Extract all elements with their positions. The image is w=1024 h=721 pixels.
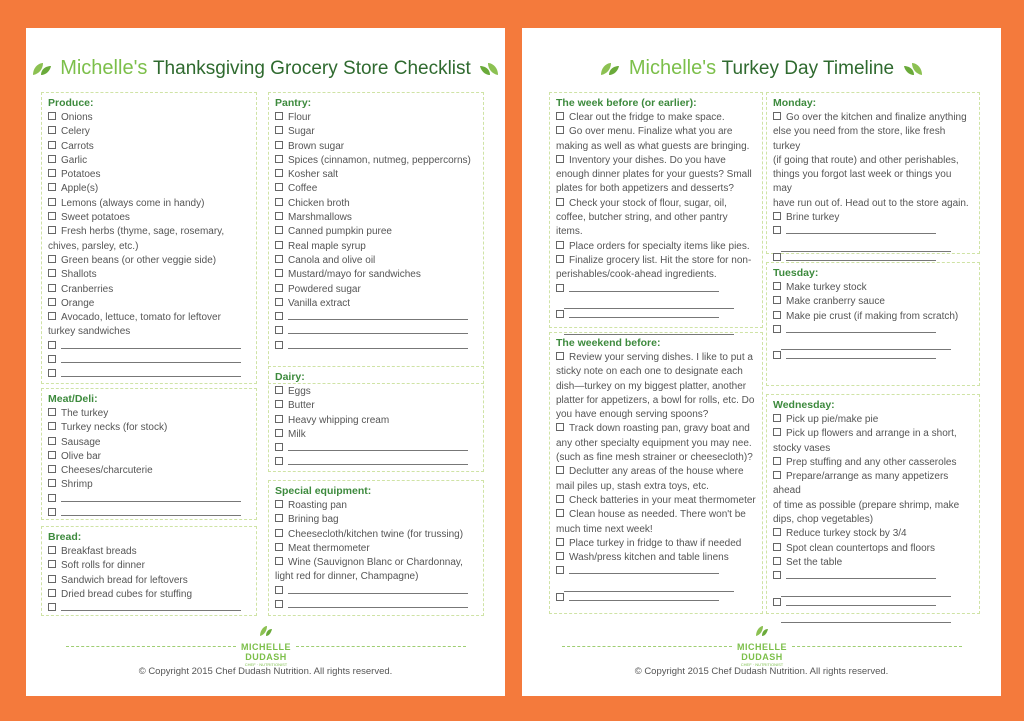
- checkbox-icon[interactable]: [556, 509, 564, 517]
- list-item[interactable]: Spot clean countertops and floors: [773, 542, 973, 556]
- checkbox-icon[interactable]: [48, 141, 56, 149]
- list-item[interactable]: Prep stuffing and any other casseroles: [773, 456, 973, 470]
- blank-item[interactable]: [48, 507, 250, 521]
- logo-tagline: CHEF · NUTRITIONIST: [244, 662, 288, 667]
- checkbox-icon[interactable]: [275, 600, 283, 608]
- list-item[interactable]: Place turkey in fridge to thaw if needed: [556, 537, 756, 551]
- checkbox-icon[interactable]: [773, 414, 781, 422]
- checkbox-icon[interactable]: [48, 112, 56, 120]
- week-before-section: [549, 92, 763, 328]
- blank-line[interactable]: [61, 355, 241, 363]
- list-item[interactable]: Coffee: [275, 182, 477, 196]
- blank-line[interactable]: [564, 580, 734, 592]
- blank-line[interactable]: [781, 585, 951, 597]
- checkbox-icon[interactable]: [275, 169, 283, 177]
- blank-item: [556, 297, 756, 309]
- blank-item[interactable]: [48, 493, 250, 507]
- list-item[interactable]: Shrimp: [48, 478, 250, 492]
- blank-line[interactable]: [288, 457, 468, 465]
- list-item[interactable]: Check batteries in your meat thermometer: [556, 494, 756, 508]
- bread-section: [41, 526, 257, 616]
- checkbox-icon[interactable]: [773, 282, 781, 290]
- list-item[interactable]: Reduce turkey stock by 3/4: [773, 527, 973, 541]
- list-item[interactable]: Clean house as needed. There won't be: [556, 508, 756, 522]
- checkbox-icon[interactable]: [48, 437, 56, 445]
- blank-line[interactable]: [786, 253, 936, 261]
- checkbox-icon[interactable]: [275, 429, 283, 437]
- list-item[interactable]: Canola and olive oil: [275, 254, 477, 268]
- blank-line[interactable]: [61, 341, 241, 349]
- checkbox-icon[interactable]: [48, 169, 56, 177]
- section-heading: Meat/Deli:: [48, 393, 98, 405]
- list-item[interactable]: Sandwich bread for leftovers: [48, 574, 250, 588]
- blank-item[interactable]: [48, 340, 250, 354]
- list-item[interactable]: Butter: [275, 399, 477, 413]
- list-item[interactable]: Marshmallows: [275, 211, 477, 225]
- checkbox-icon[interactable]: [556, 538, 564, 546]
- produce-section: [41, 92, 257, 384]
- list-item-continued: light red for dinner, Champagne): [275, 571, 419, 583]
- footer-divider: [562, 646, 732, 647]
- checkbox-icon[interactable]: [556, 566, 564, 574]
- list-item[interactable]: Chicken broth: [275, 197, 477, 211]
- checkbox-icon[interactable]: [773, 226, 781, 234]
- checkbox-icon[interactable]: [773, 557, 781, 565]
- blank-line[interactable]: [61, 494, 241, 502]
- checkbox-icon[interactable]: [773, 311, 781, 319]
- list-item[interactable]: Review your serving dishes. I like to put a: [556, 351, 756, 365]
- list-item[interactable]: Track down roasting pan, gravy boat and: [556, 422, 756, 436]
- list-item[interactable]: Flour: [275, 111, 477, 125]
- list-item[interactable]: Go over the kitchen and finalize anything: [773, 111, 973, 125]
- blank-item[interactable]: [275, 585, 477, 599]
- checkbox-icon[interactable]: [48, 451, 56, 459]
- blank-item[interactable]: [773, 324, 973, 338]
- list-item[interactable]: Go over menu. Finalize what you are: [556, 125, 756, 139]
- list-item[interactable]: Onions: [48, 111, 250, 125]
- pantry-section: [268, 92, 484, 384]
- checkbox-icon[interactable]: [48, 312, 56, 320]
- list-item[interactable]: Finalize grocery list. Hit the store for non-: [556, 254, 756, 268]
- grocery-checklist-page: [26, 28, 505, 696]
- list-item-continued: have run out of. Head out to the store again.: [773, 197, 969, 209]
- title-main: Thanksgiving Grocery Store Checklist: [152, 58, 471, 79]
- checkbox-icon[interactable]: [275, 241, 283, 249]
- checkbox-icon[interactable]: [556, 593, 564, 601]
- list-item[interactable]: Make cranberry sauce: [773, 295, 973, 309]
- checkbox-icon[interactable]: [48, 341, 56, 349]
- checkbox-icon[interactable]: [48, 369, 56, 377]
- brand-logo: [732, 624, 792, 667]
- list-item[interactable]: Avocado, lettuce, tomato for leftover: [48, 311, 250, 325]
- blank-item[interactable]: [48, 602, 250, 616]
- title-main: Turkey Day Timeline: [721, 58, 895, 79]
- list-item-continued: chives, parsley, etc.): [48, 240, 139, 252]
- list-item-continued: making as well as what guests are bringing.: [556, 140, 750, 152]
- checkbox-icon[interactable]: [773, 212, 781, 220]
- checkbox-icon[interactable]: [275, 400, 283, 408]
- checkbox-icon[interactable]: [48, 560, 56, 568]
- list-item-continued: dish—turkey on my biggest platter, another: [556, 380, 747, 392]
- checkbox-icon[interactable]: [275, 212, 283, 220]
- blank-line[interactable]: [569, 284, 719, 292]
- section-heading: Monday:: [773, 97, 817, 109]
- list-item[interactable]: Make turkey stock: [773, 281, 973, 295]
- leaf-icon: [31, 61, 53, 77]
- list-item-continued: (if going that route) and other perishables,: [773, 154, 959, 166]
- checkbox-icon[interactable]: [48, 198, 56, 206]
- blank-item: [773, 611, 973, 623]
- checkbox-icon[interactable]: [773, 528, 781, 536]
- checkbox-icon[interactable]: [275, 183, 283, 191]
- checkbox-icon[interactable]: [556, 126, 564, 134]
- checkbox-icon[interactable]: [556, 552, 564, 560]
- list-item[interactable]: Vanilla extract: [275, 297, 477, 311]
- blank-line[interactable]: [288, 443, 468, 451]
- list-item-continued: stocky vases: [773, 442, 831, 454]
- section-heading: Wednesday:: [773, 399, 835, 411]
- checkbox-icon[interactable]: [48, 255, 56, 263]
- list-item[interactable]: The turkey: [48, 407, 250, 421]
- tuesday-section: [766, 262, 980, 386]
- list-item[interactable]: Sugar: [275, 125, 477, 139]
- list-item[interactable]: Dried bread cubes for stuffing: [48, 588, 250, 602]
- list-item[interactable]: Garlic: [48, 154, 250, 168]
- blank-line[interactable]: [288, 341, 468, 349]
- blank-item[interactable]: [275, 599, 477, 613]
- list-item-continued: perishables/cook-ahead ingredients.: [556, 269, 717, 281]
- checkbox-icon[interactable]: [275, 112, 283, 120]
- blank-line[interactable]: [569, 593, 719, 601]
- footer-divider: [792, 646, 962, 647]
- checkbox-icon[interactable]: [773, 351, 781, 359]
- footer-divider: [296, 646, 466, 647]
- blank-line[interactable]: [786, 598, 936, 606]
- blank-line[interactable]: [61, 603, 241, 611]
- logo-name: MICHELLE DUDASH: [241, 642, 291, 662]
- leaf-icon: [755, 625, 769, 637]
- list-item-continued: mail piles up, stash extra toys, etc.: [556, 480, 709, 492]
- blank-line[interactable]: [781, 240, 951, 252]
- checkbox-icon[interactable]: [275, 298, 283, 306]
- blank-item[interactable]: [48, 368, 250, 382]
- checkbox-icon[interactable]: [48, 465, 56, 473]
- checkbox-icon[interactable]: [556, 352, 564, 360]
- blank-item[interactable]: [773, 597, 973, 611]
- blank-line[interactable]: [786, 325, 936, 333]
- checkbox-icon[interactable]: [275, 443, 283, 451]
- list-item-continued: else you need from the store, like fresh turkey: [773, 126, 946, 152]
- copyright-text: © Copyright 2015 Chef Dudash Nutrition. All rights reserved.: [634, 666, 889, 677]
- blank-item[interactable]: [773, 350, 973, 364]
- list-item[interactable]: Roasting pan: [275, 499, 477, 513]
- checkbox-icon[interactable]: [48, 284, 56, 292]
- list-item-continued: turkey sandwiches: [48, 326, 131, 338]
- list-item[interactable]: Cranberries: [48, 283, 250, 297]
- list-item[interactable]: Spices (cinnamon, nutmeg, peppercorns): [275, 154, 477, 168]
- checkbox-icon[interactable]: [48, 494, 56, 502]
- checkbox-icon[interactable]: [556, 112, 564, 120]
- checkbox-icon[interactable]: [556, 310, 564, 318]
- checkbox-icon[interactable]: [275, 543, 283, 551]
- checkbox-icon[interactable]: [275, 284, 283, 292]
- list-item[interactable]: Set the table: [773, 556, 973, 570]
- list-item-continued: sticky note on each one to designate each: [556, 366, 743, 378]
- list-item[interactable]: Celery: [48, 125, 250, 139]
- checkbox-icon[interactable]: [773, 598, 781, 606]
- title-name: Michelle's: [628, 57, 717, 79]
- checkbox-icon[interactable]: [48, 183, 56, 191]
- list-item[interactable]: Orange: [48, 297, 250, 311]
- timeline-page: [522, 28, 1001, 696]
- list-item[interactable]: Milk: [275, 428, 477, 442]
- section-heading: Pantry:: [275, 97, 312, 109]
- list-item-continued: coffee, butcher string, and other pantry items.: [556, 212, 728, 238]
- blank-item[interactable]: [556, 283, 756, 297]
- list-item[interactable]: Brining bag: [275, 513, 477, 527]
- list-item[interactable]: Pick up flowers and arrange in a short,: [773, 427, 973, 441]
- blank-item[interactable]: [556, 565, 756, 579]
- blank-line[interactable]: [61, 508, 241, 516]
- logo-name: MICHELLE DUDASH: [737, 642, 787, 662]
- checkbox-icon[interactable]: [48, 575, 56, 583]
- checkbox-icon[interactable]: [48, 408, 56, 416]
- list-item[interactable]: Real maple syrup: [275, 240, 477, 254]
- list-item[interactable]: Meat thermometer: [275, 542, 477, 556]
- blank-line[interactable]: [564, 297, 734, 309]
- list-item[interactable]: Clear out the fridge to make space.: [556, 111, 756, 125]
- list-item[interactable]: Cheesecloth/kitchen twine (for trussing): [275, 528, 477, 542]
- checkbox-icon[interactable]: [48, 603, 56, 611]
- section-heading: The week before (or earlier):: [556, 97, 697, 109]
- list-item-continued: of time as possible (prepare shrimp, make: [773, 499, 960, 511]
- checkbox-icon[interactable]: [48, 298, 56, 306]
- checkbox-icon[interactable]: [48, 546, 56, 554]
- checkbox-icon[interactable]: [556, 198, 564, 206]
- dairy-section: [268, 366, 484, 472]
- section-heading: Dairy:: [275, 371, 305, 383]
- blank-item[interactable]: [275, 340, 477, 354]
- section-heading: The weekend before:: [556, 337, 661, 349]
- checkbox-icon[interactable]: [773, 543, 781, 551]
- blank-line[interactable]: [288, 326, 468, 334]
- list-item[interactable]: Wash/press kitchen and table linens: [556, 551, 756, 565]
- leaf-icon: [259, 625, 273, 637]
- checkbox-icon[interactable]: [275, 255, 283, 263]
- blank-line[interactable]: [786, 351, 936, 359]
- list-item[interactable]: Brine turkey: [773, 211, 973, 225]
- checkbox-icon[interactable]: [773, 325, 781, 333]
- monday-section: [766, 92, 980, 254]
- checkbox-icon[interactable]: [275, 141, 283, 149]
- checkbox-icon[interactable]: [275, 500, 283, 508]
- checkbox-icon[interactable]: [275, 269, 283, 277]
- list-item-continued: much time next week!: [556, 523, 653, 535]
- checkbox-icon[interactable]: [48, 589, 56, 597]
- checkbox-icon[interactable]: [275, 586, 283, 594]
- checkbox-icon[interactable]: [275, 312, 283, 320]
- list-item[interactable]: Place orders for specialty items like pies.: [556, 240, 756, 254]
- wednesday-section: [766, 394, 980, 614]
- list-item[interactable]: Canned pumpkin puree: [275, 225, 477, 239]
- checkbox-icon[interactable]: [275, 514, 283, 522]
- list-item-continued: things you forgot last week or things you may: [773, 169, 952, 195]
- checkbox-icon[interactable]: [48, 126, 56, 134]
- list-item[interactable]: Olive bar: [48, 450, 250, 464]
- list-item[interactable]: Cheeses/charcuterie: [48, 464, 250, 478]
- checkbox-icon[interactable]: [773, 571, 781, 579]
- blank-item[interactable]: [556, 309, 756, 323]
- list-item[interactable]: Eggs: [275, 385, 477, 399]
- list-item[interactable]: Prepare/arrange as many appetizers ahead: [773, 471, 949, 497]
- blank-line[interactable]: [569, 566, 719, 574]
- list-item[interactable]: Breakfast breads: [48, 545, 250, 559]
- blank-line[interactable]: [786, 571, 936, 579]
- list-item[interactable]: Mustard/mayo for sandwiches: [275, 268, 477, 282]
- checkbox-icon[interactable]: [48, 269, 56, 277]
- list-item-continued: enough dinner plates for your guests? Small: [556, 169, 752, 181]
- checkbox-icon[interactable]: [275, 126, 283, 134]
- checkbox-icon[interactable]: [48, 479, 56, 487]
- checkbox-icon[interactable]: [556, 284, 564, 292]
- blank-item[interactable]: [556, 592, 756, 606]
- list-item-continued: plates for both appetizers and desserts?: [556, 183, 734, 195]
- checkbox-icon[interactable]: [556, 155, 564, 163]
- blank-item[interactable]: [773, 570, 973, 584]
- leaf-icon: [902, 61, 924, 77]
- meat-deli-section: [41, 388, 257, 520]
- list-item-continued: any other specialty equipment you may nee.: [556, 437, 752, 449]
- list-item-continued: platter for appetizers, a bowl for rolls, etc. Do: [556, 394, 755, 406]
- blank-line[interactable]: [786, 226, 936, 234]
- leaf-icon: [478, 61, 500, 77]
- checkbox-icon[interactable]: [48, 422, 56, 430]
- blank-item[interactable]: [275, 456, 477, 470]
- checkbox-icon[interactable]: [275, 529, 283, 537]
- page-title: [522, 54, 1001, 83]
- list-item[interactable]: Sweet potatoes: [48, 211, 250, 225]
- checkbox-icon[interactable]: [556, 466, 564, 474]
- checkbox-icon[interactable]: [275, 457, 283, 465]
- special-equipment-section: [268, 480, 484, 616]
- list-item[interactable]: Wine (Sauvignon Blanc or Chardonnay,: [275, 556, 477, 570]
- blank-item: [773, 338, 973, 350]
- list-item[interactable]: Check your stock of flour, sugar, oil,: [556, 197, 756, 211]
- section-heading: Bread:: [48, 531, 82, 543]
- blank-item: [773, 240, 973, 252]
- list-item[interactable]: Inventory your dishes. Do you have: [556, 154, 756, 168]
- blank-item[interactable]: [275, 325, 477, 339]
- list-item[interactable]: Lemons (always come in handy): [48, 197, 250, 211]
- blank-line[interactable]: [781, 338, 951, 350]
- blank-item[interactable]: [275, 311, 477, 325]
- blank-line[interactable]: [61, 369, 241, 377]
- section-heading: Special equipment:: [275, 485, 372, 497]
- brand-logo: [236, 624, 296, 667]
- logo-tagline: CHEF · NUTRITIONIST: [740, 662, 784, 667]
- list-item[interactable]: Sausage: [48, 436, 250, 450]
- weekend-before-section: [549, 332, 763, 614]
- checkbox-icon[interactable]: [773, 112, 781, 120]
- blank-line[interactable]: [288, 312, 468, 320]
- blank-item: [773, 585, 973, 597]
- checkbox-icon[interactable]: [773, 296, 781, 304]
- checkbox-icon[interactable]: [48, 355, 56, 363]
- blank-item: [556, 580, 756, 592]
- list-item[interactable]: Shallots: [48, 268, 250, 282]
- checkbox-icon[interactable]: [556, 495, 564, 503]
- list-item[interactable]: Fresh herbs (thyme, sage, rosemary,: [48, 225, 250, 239]
- list-item-continued: (such as fine mesh strainer or cheesecloth)?: [556, 452, 753, 464]
- checkbox-icon[interactable]: [773, 457, 781, 465]
- blank-item[interactable]: [48, 354, 250, 368]
- blank-line[interactable]: [569, 310, 719, 318]
- list-item[interactable]: Soft rolls for dinner: [48, 559, 250, 573]
- list-item[interactable]: Make pie crust (if making from scratch): [773, 310, 973, 324]
- list-item[interactable]: Heavy whipping cream: [275, 414, 477, 428]
- checkbox-icon[interactable]: [275, 386, 283, 394]
- list-item[interactable]: Turkey necks (for stock): [48, 421, 250, 435]
- leaf-icon: [599, 61, 621, 77]
- copyright-text: © Copyright 2015 Chef Dudash Nutrition. All rights reserved.: [138, 666, 393, 677]
- section-heading: Produce:: [48, 97, 94, 109]
- checkbox-icon[interactable]: [275, 326, 283, 334]
- checkbox-icon[interactable]: [275, 226, 283, 234]
- checkbox-icon[interactable]: [48, 212, 56, 220]
- list-item[interactable]: Apple(s): [48, 182, 250, 196]
- checkbox-icon[interactable]: [48, 155, 56, 163]
- footer-divider: [66, 646, 236, 647]
- checkbox-icon[interactable]: [773, 253, 781, 261]
- checkbox-icon[interactable]: [275, 155, 283, 163]
- checkbox-icon[interactable]: [773, 471, 781, 479]
- list-item[interactable]: Green beans (or other veggie side): [48, 254, 250, 268]
- checkbox-icon[interactable]: [48, 226, 56, 234]
- list-item-continued: you have enough serving spoons?: [556, 409, 709, 421]
- checkbox-icon[interactable]: [556, 255, 564, 263]
- list-item[interactable]: Pick up pie/make pie: [773, 413, 973, 427]
- checkbox-icon[interactable]: [275, 415, 283, 423]
- checkbox-icon[interactable]: [773, 428, 781, 436]
- section-heading: Tuesday:: [773, 267, 819, 279]
- checkbox-icon[interactable]: [275, 198, 283, 206]
- checkbox-icon[interactable]: [275, 557, 283, 565]
- blank-line[interactable]: [288, 600, 468, 608]
- list-item[interactable]: Kosher salt: [275, 168, 477, 182]
- checkbox-icon[interactable]: [556, 241, 564, 249]
- checkbox-icon[interactable]: [556, 423, 564, 431]
- checkbox-icon[interactable]: [48, 508, 56, 516]
- blank-item[interactable]: [275, 442, 477, 456]
- list-item[interactable]: Declutter any areas of the house where: [556, 465, 756, 479]
- blank-line[interactable]: [288, 586, 468, 594]
- title-name: Michelle's: [60, 57, 148, 79]
- page-title: [26, 54, 505, 83]
- list-item-continued: dips, chop vegetables): [773, 514, 874, 526]
- list-item[interactable]: Potatoes: [48, 168, 250, 182]
- list-item[interactable]: Brown sugar: [275, 140, 477, 154]
- list-item[interactable]: Carrots: [48, 140, 250, 154]
- blank-line[interactable]: [781, 611, 951, 623]
- checkbox-icon[interactable]: [275, 341, 283, 349]
- list-item[interactable]: Powdered sugar: [275, 283, 477, 297]
- blank-item[interactable]: [773, 225, 973, 239]
